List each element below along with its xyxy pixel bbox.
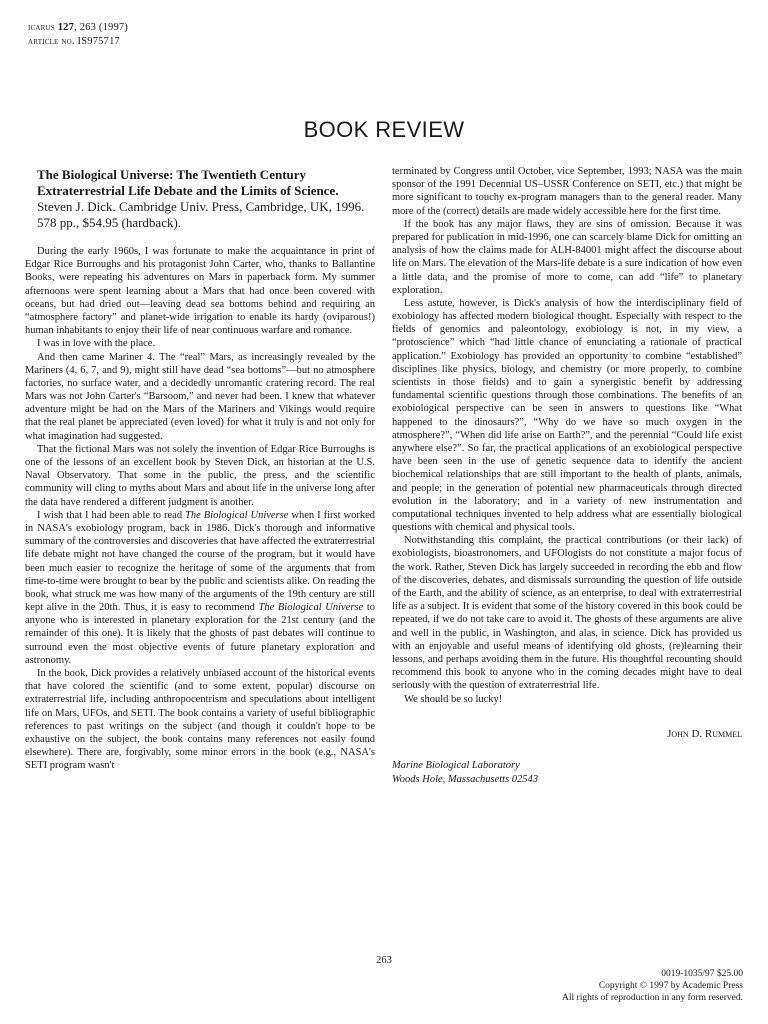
paragraph: And then came Mariner 4. The “real” Mars, as increasingly revealed by the Mariners (4, 6, 7, and 9), might still have dead “sea bottoms”—but no atmosphere factories, no surface water, and a decidedly unromantic cratering record. The real Mars was not John Carter's “Barsoom,” and never had been. I knew that whatever adventure might be had on the Mars of the Mariners and Vikings would require that the real planet be appreciated (even loved) for what it truly is and not only for what imagination had suggested. <box>25 351 375 442</box>
paragraph: That the fictional Mars was not solely the invention of Edgar Rice Burroughs is one of the lessons of an excellent book by Steven Dick, an historian at the U.S. Naval Observatory. That some in the public, the press, and the scientific community will cling to myths about Mars and about life in the universe long after the data have rendered a different judgment is another. <box>25 443 375 508</box>
book-info: Steven J. Dick. Cambridge Univ. Press, Cambridge, UK, 1996. 578 pp., $54.95 (hardback). <box>37 199 365 230</box>
text-run: when I first worked in NASA's exobiology program, back in 1986. Dick's thorough and informative summary of the controversies and discoveries that have affected the extraterrestrial life debate might not have changed the course of the program, but it would have been much easier to recognize the heritage of some of the arguments that from time-to-time were brought to bear by the public and scientists alike. On reading the book, what struck me was how many of the arguments of the 19th century are still kept alive in the 20th. Thus, it is easy to recommend <box>25 509 375 614</box>
affiliation-line: Marine Biological Laboratory <box>392 759 520 771</box>
book-title-italic: The Biological Universe <box>258 602 364 614</box>
copyright-block <box>562 968 743 1004</box>
text-run: to anyone who is interested in planetary exploration for the 21st century (and the remainder of this one). It is likely that the ghosts of past debates will continue to surround even the most objective events of future planetary exploration and astronomy. <box>25 602 375 666</box>
paragraph: We should be so lucky! <box>404 693 503 705</box>
rights-line: All rights of reproduction in any form reserved. <box>562 993 743 1003</box>
paragraph: I was in love with the place. <box>37 338 156 350</box>
paragraph: In the book, Dick provides a relatively unbiased account of the historical events that have colored the scientific (and to some extent, popular) discourse on extraterrestrial life, including anthropocentrism and speculations about intelligent life on Mars, UFOs, and SETI. The book contains a variety of useful bibliographic references to past writings on the subject (and though it couldn't hope to be exhaustive on the subject, the book contains many references not easily found elsewhere). There are, forgivably, some minor errors in the book (e.g., NASA's SETI program wasn't <box>25 668 375 772</box>
paragraph: Less astute, however, is Dick's analysis of how the interdisciplinary field of exobiology has affected modern biological thought. Especially with respect to the fields of genomics and paleontology, exobiology is not, in my view, a “protoscience” which “had little chance of enunciating a rationale of practical application.” Exobiology has provided an opportunity to combine “established” disciplines like physics, biology, and chemistry (or more properly, to combine scientists in those fields) and to gain a synergistic benefit by addressing fundamental scientific questions through those combinations. The benefits of an exobiological perspective can be seen in answers to questions like “What happened to the dinosaurs?”, “Why do we have so much oxygen in the atmosphere?”, “When did life arise on Earth?”, and the perennial “Could life exist anywhere else?”. So far, the practical applications of an exobiological perspective have been seen in the use of genetic sequence data to identify the ancient biochemical relationships that are still important to the health of plants, animals, and people; in the generation of potential new pharmaceuticals through directed evolution in the laboratory; and in a variety of new instrumentation and computational techniques invented to help address what are essentially biological questions with chemical and physical tools. <box>392 297 742 534</box>
copyright-line: Copyright © 1997 by Academic Press <box>598 981 743 991</box>
right-column <box>392 165 742 787</box>
paragraph: During the early 1960s, I was fortunate to make the acquaintance in print of Edgar Rice Burroughs and his protagonist John Carter, who, thanks to Ballantine Books, were repeating his adventures on Mars in paperback form. My summer afternoons were spent learning about a Mars that had once been covered with oceans, but had dried out—leaving dead sea bottoms behind and requiring an “atmosphere factory” and planet-wide irrigation to enable its hardy (oviparous!) human inhabitants to enjoy their life of near continuous warfare and romance. <box>25 246 375 337</box>
affiliation-line: Woods Hole, Massachusetts 02543 <box>392 773 539 785</box>
journal-header <box>28 21 128 49</box>
paragraph <box>25 509 375 667</box>
journal-volume: 127 <box>57 22 75 33</box>
book-title: The Biological Universe: The Twentieth Century Extraterrestrial Life Debate and the Limits of Science. <box>37 167 339 198</box>
book-title-italic: The Biological Universe <box>185 509 289 521</box>
text-run: I wish that I had been able to read <box>37 509 186 521</box>
paragraph: Notwithstanding this complaint, the practical contributions (or their lack) of exobiologists, bioastronomers, and UFOlogists do not constitute a major focus of the work. Rather, Steven Dick has largely succeeded in recording the ebb and flow of the discoveries, debates, and dismissals surrounding the question of life outside of the Earth, and the ability of science, as an enterprise, to deal with extraterrestrial life as a subject. It is evident that some of the history covered in this book could be repeated, if we do not take care to avoid it. The ghosts of these arguments are alive and well in the public, in Washington, and alas, in science. Dick has provided us with an enjoyable and useful means of identifying old ghosts, (re)learning their lessons, and perhaps avoiding them in the future. His thoughtful recounting should recommend this book to anyone who in the coming decades might have to deal seriously with the question of extraterrestrial life. <box>392 535 742 692</box>
paragraph: If the book has any major flaws, they are sins of omission. Because it was prepared for publication in mid-1996, one can scarcely blame Dick for omitting an analysis of how the claims made for ALH-84001 might affect the discourse about life on Mars. The elevation of the Mars-life debate is a sure indication of how even a little data, and the promise of more to come, can add “life” to planetary exploration. <box>392 218 742 296</box>
author-affiliation <box>392 759 742 787</box>
journal-name: icarus <box>28 22 55 33</box>
author-signature: John D. Rummel <box>667 727 742 740</box>
issn-price: 0019-1035/97 $25.00 <box>661 969 743 979</box>
article-label: article no. <box>28 36 75 47</box>
journal-pages-year: , 263 (1997) <box>74 22 129 33</box>
journal-citation <box>28 21 128 35</box>
page-number: 263 <box>376 955 392 966</box>
left-column <box>25 165 375 773</box>
article-id: IS975717 <box>77 36 120 47</box>
article-number <box>28 35 128 49</box>
book-citation <box>25 167 375 231</box>
page-title: BOOK REVIEW <box>303 117 465 142</box>
paragraph: terminated by Congress until October, vice September, 1993; NASA was the main sponsor of the 1991 Decennial US–USSR Conference on SETI, etc.) that might be more significant to touchy ex-program managers than to the general reader. Many more of the (correct) details are made widely accessible here for the first time. <box>392 166 742 217</box>
